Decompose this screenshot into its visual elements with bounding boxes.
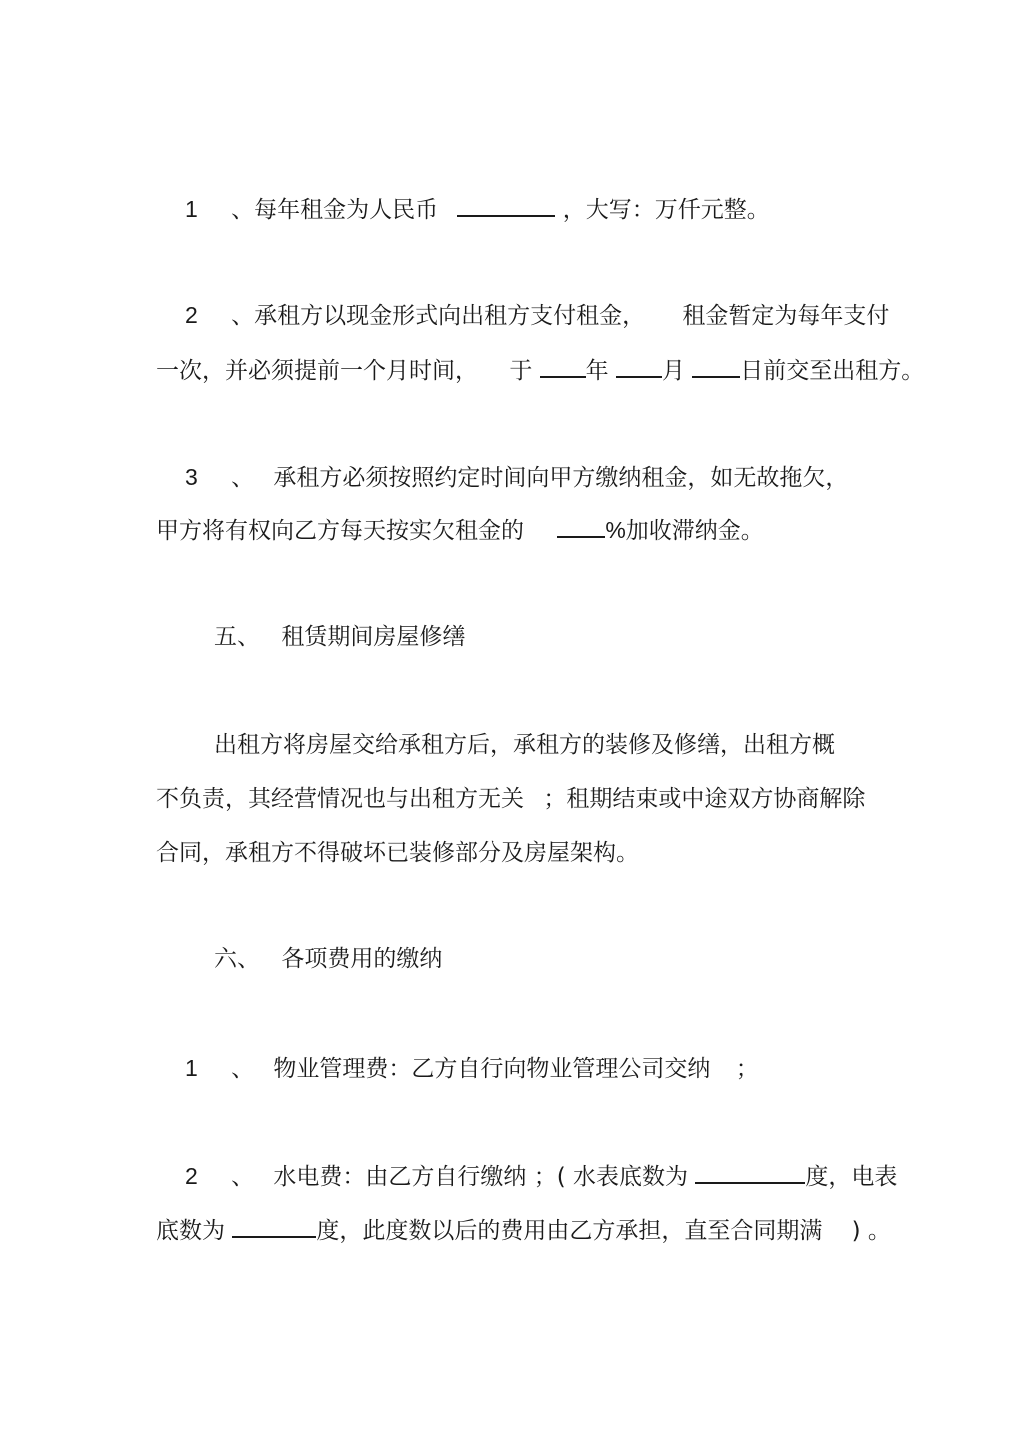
section-6-item-2-line-1 <box>185 1160 897 1192</box>
section-6-heading <box>214 944 442 974</box>
clause-text: 、承租方以现金形式向出租方支付租金， <box>231 303 646 329</box>
item-number: 1 <box>185 1055 198 1081</box>
item-end: ； <box>735 1056 759 1082</box>
item-text: 度，电表 <box>805 1164 898 1190</box>
item-text: ；( 水表底数为 <box>533 1164 689 1190</box>
section-number: 六、 <box>214 946 260 972</box>
section-5-paragraph-line-1 <box>214 730 835 760</box>
month-blank[interactable] <box>616 354 662 378</box>
paragraph-text: 出租方将房屋交给承租方后，承租方的装修及修缮，出租方概 <box>214 732 835 758</box>
paragraph-text: 不负责，其经营情况也与出租方无关 <box>156 786 524 812</box>
clause-text: 租金暂定为每年支付 <box>682 303 890 329</box>
clause-text-uppercase: ，大写：万仟元整。 <box>562 197 770 223</box>
clause-text: 于 <box>509 358 533 384</box>
section-6-item-1 <box>185 1053 759 1084</box>
clause-number: 2 <box>185 302 198 328</box>
section-title: 各项费用的缴纳 <box>281 946 443 972</box>
year-blank[interactable] <box>540 354 586 378</box>
water-meter-blank[interactable] <box>695 1160 805 1184</box>
item-separator: 、 <box>231 1164 255 1190</box>
clause-text: 加收滞纳金。 <box>625 518 764 544</box>
item-text: 度，此度数以后的费用由乙方承担，直至合同期满 <box>316 1218 823 1244</box>
section-5-heading <box>214 622 465 652</box>
item-text: 底数为 <box>156 1218 225 1244</box>
clause-number: 1 <box>185 196 198 222</box>
year-label: 年 <box>585 358 609 384</box>
item-number: 2 <box>185 1163 198 1189</box>
month-label: 月 <box>661 358 685 384</box>
clause-2-payment-line-2 <box>156 354 924 386</box>
clause-1-rent-amount <box>185 193 770 225</box>
section-6-item-2-line-2 <box>156 1214 891 1246</box>
paragraph-text: 合同，承租方不得破坏已装修部分及房屋架构。 <box>156 840 639 866</box>
day-text: 日前交至出租方。 <box>740 358 925 384</box>
item-text: 物业管理费：乙方自行向物业管理公司交纳 <box>273 1056 711 1082</box>
clause-2-payment-line-1 <box>185 300 889 331</box>
clause-text: 、每年租金为人民币 <box>231 197 439 223</box>
clause-separator: 、 <box>231 465 255 491</box>
clause-3-late-fee-line-1 <box>185 462 848 493</box>
clause-number: 3 <box>185 464 198 490</box>
clause-text: 承租方必须按照约定时间向甲方缴纳租金，如无故拖欠， <box>273 465 849 491</box>
percent-sign: % <box>605 517 626 543</box>
item-end: ) 。 <box>851 1218 891 1244</box>
paragraph-text: ；租期结束或中途双方协商解除 <box>543 786 866 812</box>
clause-text: 甲方将有权向乙方每天按实欠租金的 <box>156 518 524 544</box>
section-5-paragraph-line-2 <box>156 784 865 814</box>
electric-meter-blank[interactable] <box>232 1214 316 1238</box>
item-text: 水电费：由乙方自行缴纳 <box>273 1164 527 1190</box>
section-number: 五、 <box>214 624 260 650</box>
rent-amount-blank[interactable] <box>457 193 555 217</box>
section-title: 租赁期间房屋修缮 <box>281 624 466 650</box>
section-5-paragraph-line-3 <box>156 838 639 868</box>
day-blank[interactable] <box>692 354 740 378</box>
late-fee-percent-blank[interactable] <box>557 514 605 538</box>
item-separator: 、 <box>231 1056 255 1082</box>
clause-text: 一次，并必须提前一个月时间， <box>156 358 478 384</box>
clause-3-late-fee-line-2 <box>156 514 764 546</box>
